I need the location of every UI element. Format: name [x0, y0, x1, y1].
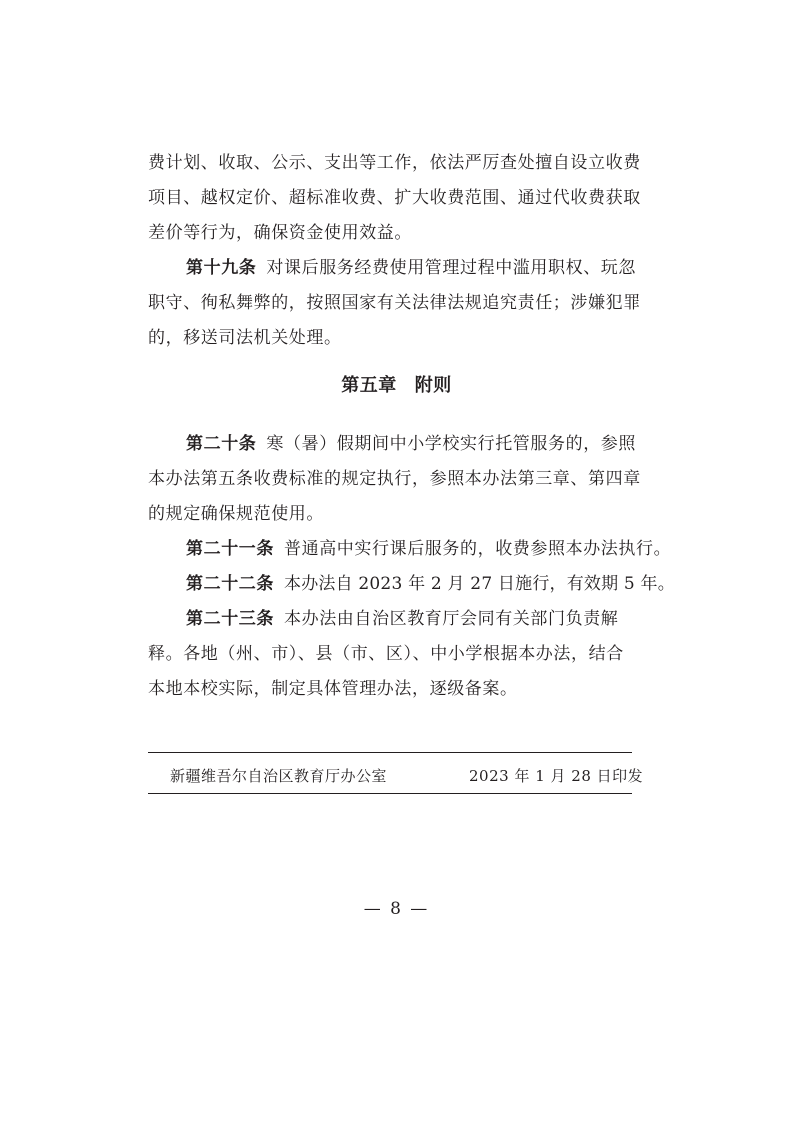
chapter-number: 第五章: [341, 375, 397, 396]
body-line: 释。各地（州、市）、县（市、区）、中小学根据本办法，结合: [148, 644, 624, 664]
footer-issuer: 新疆维吾尔自治区教育厅办公室: [170, 767, 388, 785]
article-19-label: 第十九条: [186, 258, 257, 278]
article-23-label: 第二十三条: [186, 609, 274, 629]
body-line: 的规定确保规范使用。: [148, 504, 324, 524]
article-20-first-line: [186, 433, 636, 455]
article-21-text: 普通高中实行课后服务的，收费参照本办法执行。: [284, 539, 672, 559]
chapter-heading: [0, 375, 793, 397]
body-line: 费计划、收取、公示、支出等工作，依法严厉查处擅自设立收费: [148, 153, 641, 173]
footer-date: 2023 年 1 月 28 日印发: [469, 767, 644, 785]
article-23-first-line: [186, 608, 618, 630]
body-line: 差价等行为，确保资金使用效益。: [148, 223, 412, 243]
article-20-label: 第二十条: [186, 434, 257, 454]
page-number: — 8 —: [363, 899, 430, 919]
article-21-label: 第二十一条: [186, 539, 274, 559]
article-20-text: 寒（暑）假期间中小学校实行托管服务的，参照: [266, 434, 637, 454]
body-line: 的，移送司法机关处理。: [148, 328, 342, 348]
footer-bottom-rule: [148, 793, 632, 794]
body-line: 职守、徇私舞弊的，按照国家有关法律法规追究责任；涉嫌犯罪: [148, 293, 641, 313]
article-19-text: 对课后服务经费使用管理过程中滥用职权、玩忽: [266, 258, 637, 278]
chapter-title: 附则: [414, 375, 452, 396]
article-22-label: 第二十二条: [186, 574, 274, 594]
article-22: [186, 573, 675, 595]
article-22-text: 本办法自 2023 年 2 月 27 日施行，有效期 5 年。: [284, 574, 675, 594]
body-line: 项目、越权定价、超标准收费、扩大收费范围、通过代收费获取: [148, 188, 641, 208]
footer-top-rule: [148, 752, 632, 753]
article-21: [186, 538, 671, 560]
article-19-first-line: [186, 257, 636, 279]
body-line: 本办法第五条收费标准的规定执行，参照本办法第三章、第四章: [148, 469, 641, 489]
body-line: 本地本校实际，制定具体管理办法，逐级备案。: [148, 679, 518, 699]
article-23-text: 本办法由自治区教育厅会同有关部门负责解: [284, 609, 619, 629]
